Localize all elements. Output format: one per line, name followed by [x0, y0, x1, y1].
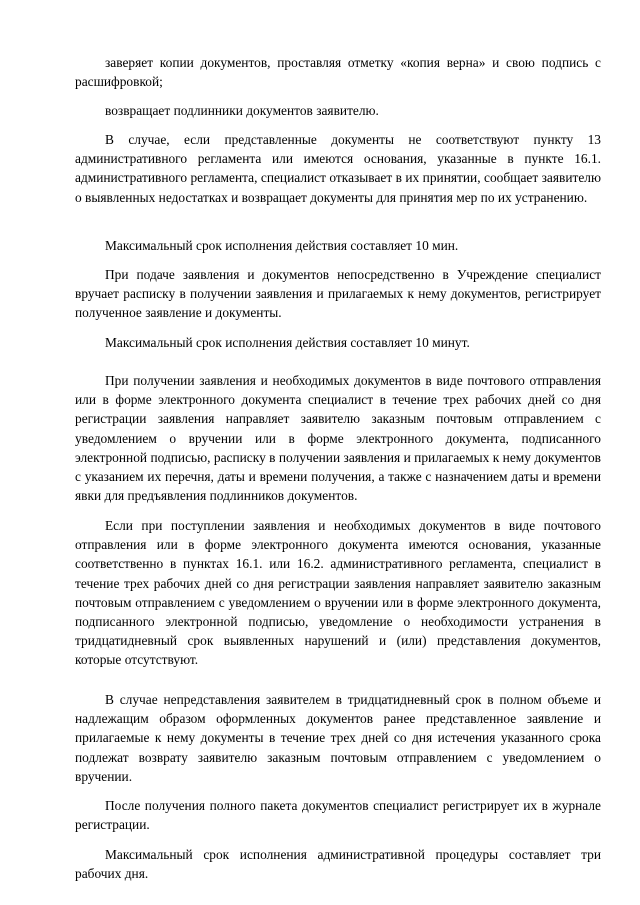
paragraph-direct-submission: При подаче заявления и документов непосредственно в Учреждение специалист вручает расписку в получении заявления и прилагаемых к нему документов, регистрирует полученное заявление и документы. — [75, 267, 601, 321]
paragraph-deficiency-notification: Если при поступлении заявления и необходимых документов в виде почтового отправления или в форме электронного документа имеются основания, указанные соответственно в пунктах 16.1. или 16.2. административного регламента, специалист в течение трех рабочих дней со дня регистрации заявления направляет заявителю заказным почтовым отправлением с уведомлением о вручении или в форме электронного документа, подписанного электронной подписью, уведомление о необходимости устранения в тридцатидневный срок выявленных нарушений и (или) представления документов, которые отсутствуют. — [75, 518, 601, 668]
paragraph-non-submission-return: В случае непредставления заявителем в тридцатидневный срок в полном объеме и надлежащим образом оформленных документов ранее представленное заявление и прилагаемые к нему документы в течение трех дней со дня истечения указанного срока подлежат возврату заявителю заказным почтовым отправлением с уведомлением о вручении. — [75, 692, 601, 784]
paragraph-max-time-10-minutes: Максимальный срок исполнения действия составляет 10 минут. — [105, 335, 470, 350]
paragraph-postal-electronic-receipt: При получении заявления и необходимых документов в виде почтового отправления или в форме электронного документа специалист в течение трех рабочих дней со дня регистрации заявления направляет заявителю заказным почтовым отправлением с уведомлением о вручении или в форме электронного документа, подписанного электронной подписью, расписку в получении заявления и прилагаемых к нему документов с указанием их перечня, даты и времени получения, а также с назначением даты и времени явки для предъявления подлинников документов. — [75, 373, 601, 504]
paragraph-refusal-grounds: В случае, если представленные документы не соответствуют пункту 13 административного регламента или имеются основания, указанные в пункте 16.1. административного регламента, специалист отказывает в их принятии, сообщает заявителю о выявленных недостатках и возвращает документы для принятия мер по их устранению. — [75, 132, 601, 205]
paragraph-max-time-10-min: Максимальный срок исполнения действия составляет 10 мин. — [105, 238, 459, 253]
paragraph-registration-journal: После получения полного пакета документов специалист регистрирует их в журнале регистрации. — [75, 798, 601, 833]
paragraph-max-time-three-days: Максимальный срок исполнения административной процедуры составляет три рабочих дня. — [75, 847, 601, 882]
paragraph-certify-copies: заверяет копии документов, проставляя отметку «копия верна» и свою подпись с расшифровкой; — [75, 55, 601, 90]
paragraph-return-originals: возвращает подлинники документов заявителю. — [105, 103, 379, 118]
